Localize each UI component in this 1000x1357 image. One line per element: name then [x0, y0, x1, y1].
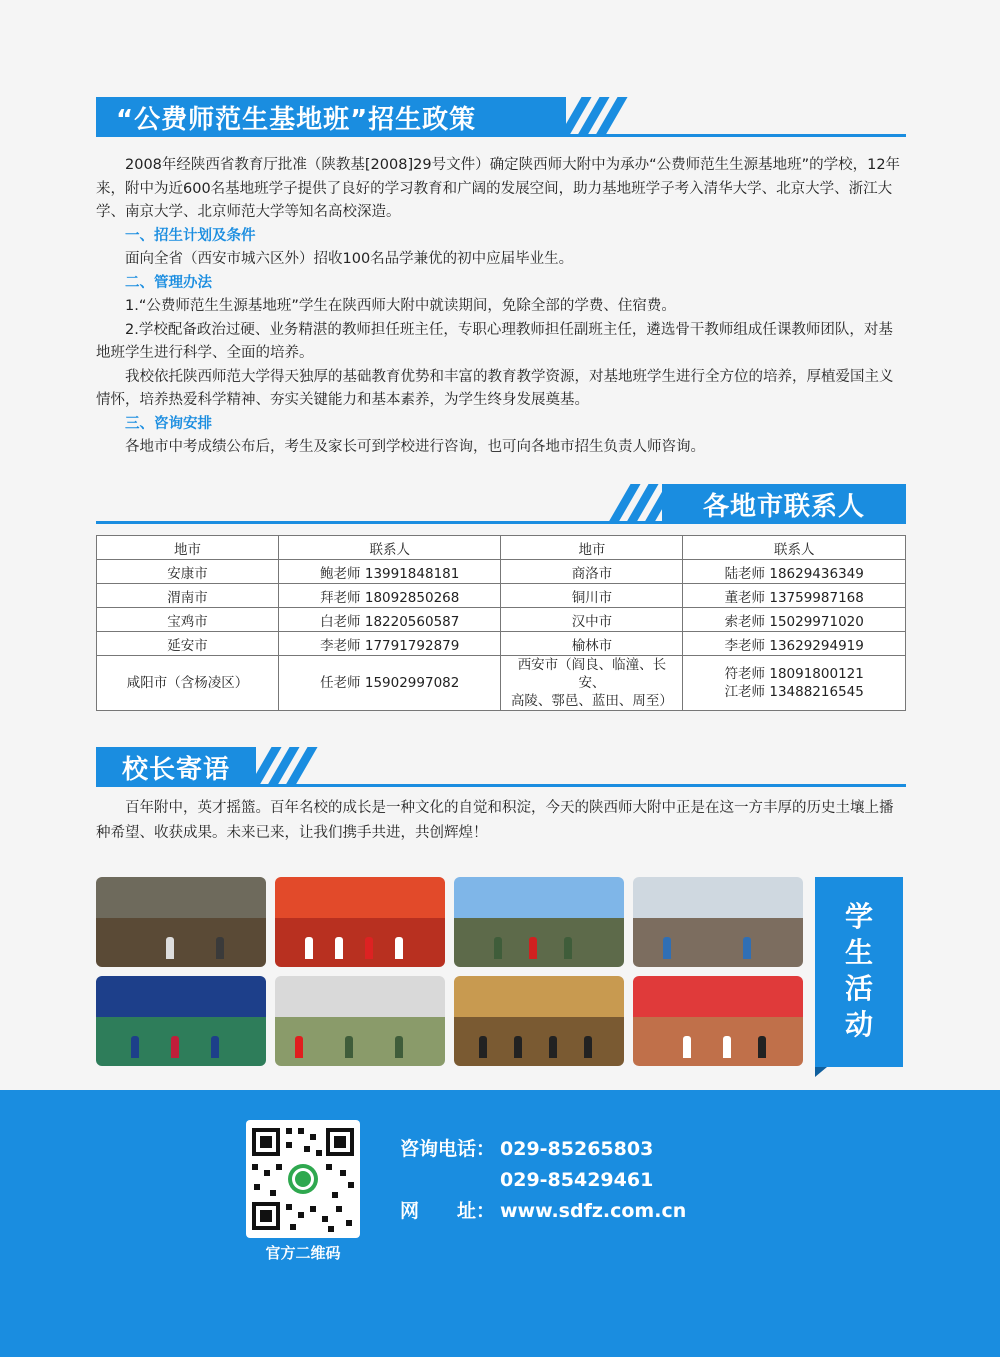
city-cell: 咸阳市（含杨凌区） [97, 656, 279, 711]
city-cell: 榆林市 [501, 632, 683, 656]
policy-paragraph-2a: 1.“公费师范生生源基地班”学生在陕西师大附中就读期间，免除全部的学费、住宿费。 [125, 298, 676, 314]
contact-cell: 李老师 17791792879 [278, 632, 501, 656]
contact-cell: 鲍老师 13991848181 [278, 560, 501, 584]
contact-cell: 董老师 13759987168 [683, 584, 906, 608]
website-line [400, 1196, 686, 1227]
header-city-2: 地市 [501, 536, 683, 560]
tag-char: 生 [844, 936, 873, 969]
policy-rule [96, 134, 906, 137]
city-cell: 宝鸡市 [97, 608, 279, 632]
table-row [97, 584, 906, 608]
city-cell: 安康市 [97, 560, 279, 584]
policy-body [96, 154, 906, 460]
principal-rule [96, 784, 906, 787]
header-contact-1: 联系人 [278, 536, 501, 560]
phone-number-2: 029-85429461 [500, 1169, 654, 1191]
city-cell [501, 656, 683, 711]
contact-cell: 索老师 15029971020 [683, 608, 906, 632]
contacts-title-bar [662, 484, 906, 524]
table-row [97, 608, 906, 632]
contact-line: 符老师 18091800121 [724, 666, 864, 682]
city-line: 西安市（阎良、临潼、长安、 [517, 657, 667, 691]
tag-char: 活 [844, 972, 873, 1005]
policy-intro: 2008年经陕西省教育厅批准（陕教基[2008]29号文件）确定陕西师大附中为承办“公费师范生生源基地班”的学校，12年来，附中为近600名基地班学子提供了良好的学习教育和广阔的发展空间，助力基地班学子考入清华大学、北京大学、浙江大学、南京大学、北京师范大学等知名高校深造。 [96, 157, 901, 220]
footer-contact-info [400, 1134, 686, 1227]
phone-line-2 [400, 1165, 686, 1196]
contact-cell: 白老师 18220560587 [278, 608, 501, 632]
tag-char: 动 [844, 1008, 873, 1041]
policy-paragraph-3: 各地市中考成绩公布后，考生及家长可到学校进行咨询，也可向各地市招生负责人师咨询。 [125, 439, 705, 455]
qr-caption: 官方二维码 [265, 1244, 341, 1262]
policy-paragraph-1: 面向全省（西安市城六区外）招收100名品学兼优的初中应届毕业生。 [125, 251, 574, 267]
principal-body [96, 796, 906, 846]
policy-heading-1: 一、招生计划及条件 [125, 227, 256, 244]
tag-char: 学 [844, 900, 873, 933]
contact-line: 江老师 13488216545 [724, 684, 864, 700]
contacts-title: 各地市联系人 [702, 491, 865, 522]
phone-line-1 [400, 1134, 686, 1165]
header-city-1: 地市 [97, 536, 279, 560]
phone-label: 咨询电话： [400, 1138, 496, 1160]
website-link[interactable]: www.sdfz.com.cn [500, 1200, 687, 1222]
principal-stripes [252, 747, 312, 787]
policy-paragraph-2c: 我校依托陕西师范大学得天独厚的基础教育优势和丰富的教育教学资源，对基地班学生进行全方位的培养，厚植爱国主义情怀，培养热爱科学精神、夯实关键能力和基本素养，为学生终身发展奠基。 [96, 368, 894, 408]
policy-heading-3: 三、咨询安排 [125, 415, 212, 432]
city-cell: 铜川市 [501, 584, 683, 608]
contacts-rule [96, 521, 906, 524]
policy-paragraph-2b: 2.学校配备政治过硬、业务精湛的教师担任班主任，专职心理教师担任副班主任，遴选骨干教师组成任课教师团队，对基地班学生进行科学、全面的培养。 [96, 321, 893, 361]
principal-text: 百年附中，英才摇篮。百年名校的成长是一种文化的自觉和积淀，今天的陕西师大附中正是在这一方丰厚的历史土壤上播种希望、收获成果。未来已来，让我们携手共进，共创辉煌！ [96, 800, 894, 841]
activity-photo-football [96, 976, 266, 1066]
principal-title-bar [96, 747, 256, 787]
city-cell: 商洛市 [501, 560, 683, 584]
policy-stripes [562, 97, 622, 137]
city-cell: 渭南市 [97, 584, 279, 608]
city-cell: 汉中市 [501, 608, 683, 632]
student-activities-tag [815, 877, 903, 1067]
table-row [97, 656, 906, 711]
city-line: 高陵、鄠邑、蓝田、周至） [510, 693, 673, 709]
activity-photo-lab [633, 877, 803, 967]
contact-cell: 李老师 13629294919 [683, 632, 906, 656]
activity-photo-choir [275, 877, 445, 967]
website-label: 网 址： [400, 1200, 496, 1222]
activity-photo-race [633, 976, 803, 1066]
principal-title: 校长寄语 [122, 754, 231, 785]
contact-cell: 任老师 15902997082 [278, 656, 501, 711]
policy-title-bar [96, 97, 566, 137]
activity-photo-classroom [96, 877, 266, 967]
qr-code-icon [246, 1120, 360, 1238]
contact-cell [683, 656, 906, 711]
activity-photo-military [454, 877, 624, 967]
policy-title: “公费师范生基地班”招生政策 [116, 104, 477, 135]
contacts-table [96, 535, 906, 711]
qr-code [246, 1120, 360, 1238]
table-row [97, 560, 906, 584]
contact-cell: 拜老师 18092850268 [278, 584, 501, 608]
phone-number-1: 029-85265803 [500, 1138, 654, 1160]
activity-photo-ceremony [454, 976, 624, 1066]
city-cell: 延安市 [97, 632, 279, 656]
header-contact-2: 联系人 [683, 536, 906, 560]
contact-cell: 陆老师 18629436349 [683, 560, 906, 584]
contacts-stripes [605, 484, 665, 524]
table-header-row [97, 536, 906, 560]
table-row [97, 632, 906, 656]
policy-heading-2: 二、管理办法 [125, 274, 212, 291]
activity-photo-flag [275, 976, 445, 1066]
